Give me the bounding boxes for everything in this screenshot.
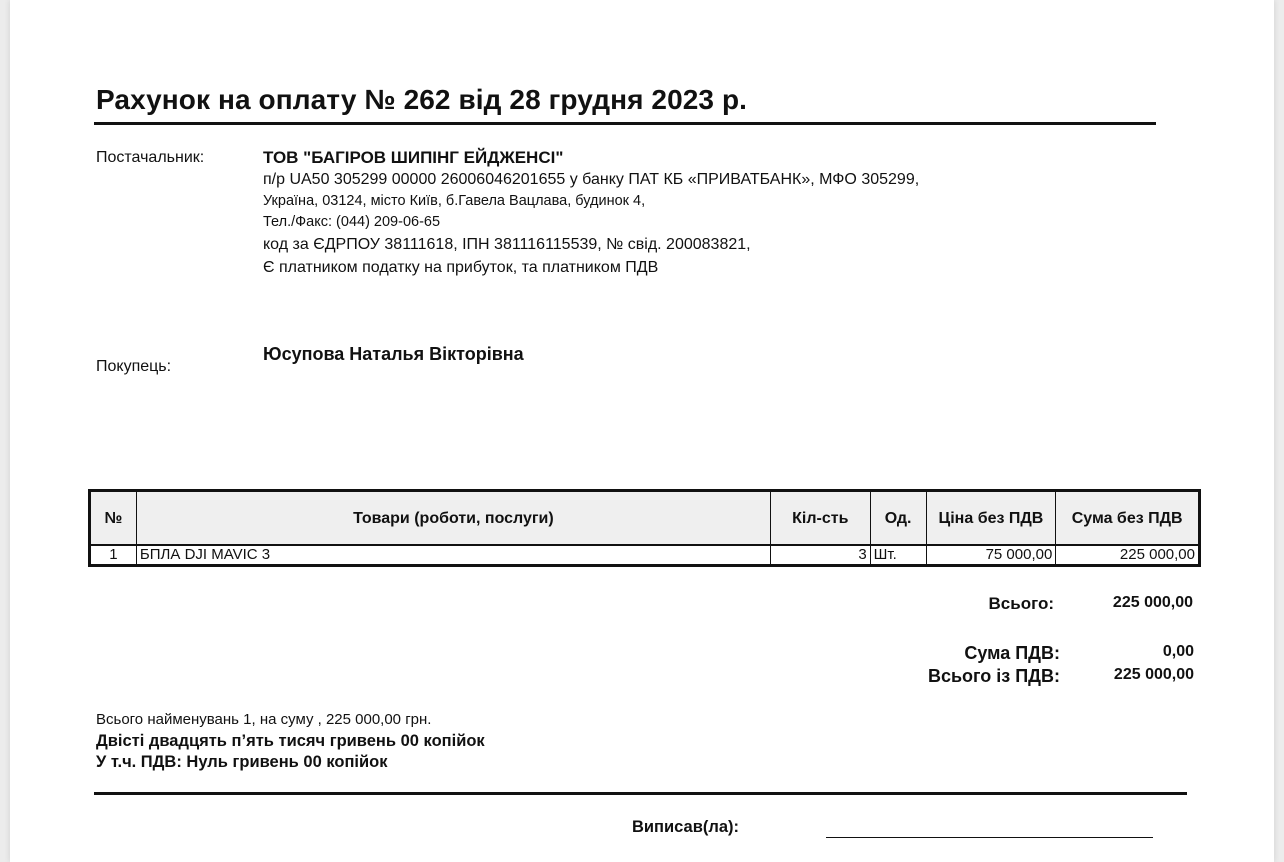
title-divider: [94, 122, 1156, 125]
header-goods: Товари (роботи, послуги): [136, 491, 770, 546]
row-quantity: 3: [770, 545, 870, 566]
vat-label: Сума ПДВ:: [964, 643, 1060, 663]
vat-in-words: У т.ч. ПДВ: Нуль гривень 00 копійок: [96, 753, 388, 771]
buyer-name: Юсупова Наталья Вікторівна: [263, 344, 524, 364]
invoice-title: Рахунок на оплату № 262 від 28 грудня 2023 р.: [96, 84, 748, 115]
total-with-vat-label: Всього із ПДВ:: [927, 666, 1060, 686]
row-number: 1: [90, 545, 137, 566]
signature-line: [826, 837, 1153, 838]
total-with-vat-value: 225 000,00: [1113, 666, 1194, 683]
header-price: Ціна без ПДВ: [926, 491, 1056, 546]
signed-by-label: Виписав(ла):: [632, 818, 740, 836]
supplier-tax-status: Є платником податку на прибуток, та платником ПДВ: [263, 259, 659, 276]
header-sum: Сума без ПДВ: [1056, 491, 1200, 546]
supplier-account: п/р UA50 305299 00000 26006046201655 у банку ПАТ КБ «ПРИВАТБАНК», МФО 305299,: [263, 171, 920, 188]
vat-value: 0,00: [1162, 643, 1194, 660]
header-quantity: Кіл-сть: [770, 491, 870, 546]
supplier-phone: Тел./Факс: (044) 209-06-65: [263, 214, 441, 230]
header-number: №: [90, 491, 137, 546]
supplier-address: Україна, 03124, місто Київ, б.Гавела Вацлава, будинок 4,: [263, 193, 646, 209]
supplier-codes: код за ЄДРПОУ 38111618, ІПН 381116115539, № свід. 200083821,: [263, 236, 751, 253]
supplier-label: Постачальник:: [96, 149, 205, 166]
table-row: [90, 545, 1200, 566]
supplier-name: ТОВ "БАГІРОВ ШИПІНГ ЕЙДЖЕНСІ": [263, 148, 564, 167]
total-value: 225 000,00: [1112, 594, 1193, 611]
amount-in-words: Двісті двадцять п’ять тисяч гривень 00 копійок: [96, 732, 485, 750]
table-header-row: [90, 491, 1200, 546]
items-count-summary: Всього найменувань 1, на суму , 225 000,00 грн.: [96, 711, 432, 728]
buyer-label: Покупець:: [96, 358, 172, 375]
invoice-page: [10, 0, 1274, 862]
total-label: Всього:: [988, 594, 1054, 613]
header-unit: Од.: [870, 491, 926, 546]
row-sum: 225 000,00: [1056, 545, 1200, 566]
row-goods: БПЛА DJI MAVIC 3: [136, 545, 770, 566]
row-price: 75 000,00: [926, 545, 1056, 566]
row-unit: Шт.: [870, 545, 926, 566]
items-table: [88, 489, 1201, 567]
footer-divider: [94, 792, 1187, 795]
